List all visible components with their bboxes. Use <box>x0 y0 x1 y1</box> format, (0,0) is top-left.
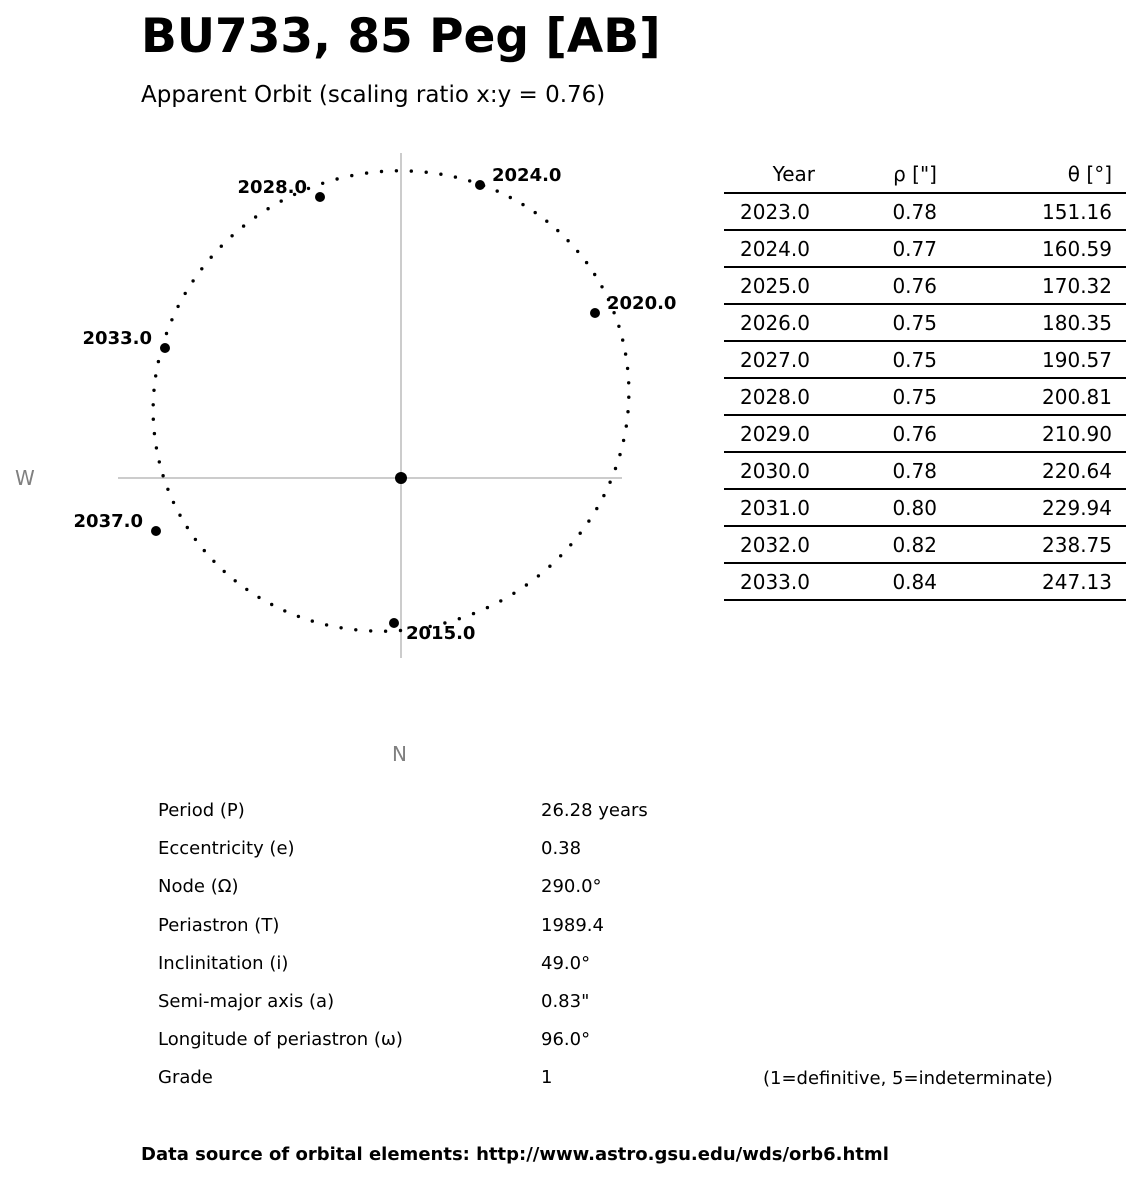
orbit-dot <box>230 234 233 237</box>
orbit-point-marker <box>475 180 485 190</box>
data-source-footer: Data source of orbital elements: http://www.astro.gsu.edu/wds/orb6.html <box>141 1144 889 1165</box>
column-header-theta: θ [°] <box>951 156 1126 193</box>
orbit-dot <box>203 549 206 552</box>
cell-rho: 0.75 <box>829 341 951 378</box>
cell-year: 2029.0 <box>724 415 829 452</box>
orbit-dot <box>223 570 226 573</box>
orbit-dot <box>521 203 524 206</box>
table-row <box>724 230 1126 267</box>
table-row <box>724 526 1126 563</box>
cell-rho: 0.82 <box>829 526 951 563</box>
table-row <box>724 452 1126 489</box>
orbit-dot <box>166 488 169 491</box>
cell-theta: 160.59 <box>951 230 1126 267</box>
orbit-dot <box>176 305 179 308</box>
orbit-dot <box>152 418 155 421</box>
orbit-dot <box>157 360 160 363</box>
orbit-dot <box>165 332 168 335</box>
table-row <box>724 378 1126 415</box>
orbit-plot <box>0 0 700 780</box>
orbit-point-label: 2028.0 <box>237 177 307 198</box>
orbit-dot <box>587 519 590 522</box>
orbit-dot <box>200 267 203 270</box>
cell-year: 2026.0 <box>724 304 829 341</box>
orbit-dot <box>170 318 173 321</box>
orbit-dot <box>425 171 428 174</box>
orbit-dot <box>395 169 398 172</box>
cell-rho: 0.78 <box>829 193 951 230</box>
element-value: 49.0° <box>541 952 591 974</box>
orbit-point-label: 2024.0 <box>492 165 562 186</box>
orbit-dot <box>559 554 562 557</box>
orbit-dot <box>534 211 537 214</box>
orbit-dot <box>614 467 617 470</box>
orbit-dot <box>369 629 372 632</box>
cell-year: 2032.0 <box>724 526 829 563</box>
orbit-point-label: 2020.0 <box>607 293 677 314</box>
element-label: Periastron (T) <box>158 914 280 936</box>
orbit-dot <box>499 599 502 602</box>
orbit-dot <box>627 381 630 384</box>
orbit-dot <box>335 177 338 180</box>
orbit-dot <box>608 481 611 484</box>
orbit-dot <box>184 292 187 295</box>
orbit-dot <box>579 532 582 535</box>
cell-theta: 180.35 <box>951 304 1126 341</box>
cell-year: 2024.0 <box>724 230 829 267</box>
orbit-dot <box>325 623 328 626</box>
orbit-dot <box>194 538 197 541</box>
element-label: Node (Ω) <box>158 876 239 898</box>
element-value: 96.0° <box>541 1029 591 1051</box>
cell-year: 2025.0 <box>724 267 829 304</box>
orbit-dot <box>354 628 357 631</box>
cell-year: 2031.0 <box>724 489 829 526</box>
element-label: Semi-major axis (a) <box>158 991 335 1012</box>
cell-theta: 238.75 <box>951 526 1126 563</box>
orbit-dot <box>186 526 189 529</box>
orbit-dot <box>257 596 260 599</box>
orbit-dot <box>254 215 257 218</box>
orbit-dot <box>472 612 475 615</box>
orbit-dot <box>266 207 269 210</box>
chart-subtitle: Apparent Orbit (scaling ratio x:y = 0.76) <box>141 82 606 108</box>
cell-year: 2027.0 <box>724 341 829 378</box>
column-header-rho: ρ ["] <box>829 156 951 193</box>
orbit-dot <box>576 250 579 253</box>
orbit-dot <box>566 239 569 242</box>
element-value: 1 <box>541 1067 553 1089</box>
orbit-dot <box>627 396 630 399</box>
orbit-dot <box>311 619 314 622</box>
orbit-dot <box>509 196 512 199</box>
cell-theta: 210.90 <box>951 415 1126 452</box>
cell-rho: 0.76 <box>829 415 951 452</box>
orbit-dot <box>595 507 598 510</box>
orbit-dot <box>468 179 471 182</box>
orbit-dot <box>191 279 194 282</box>
orbit-dot <box>545 220 548 223</box>
table-row <box>724 563 1126 600</box>
orbit-dot <box>486 606 489 609</box>
orbit-dot <box>626 367 629 370</box>
orbit-point-label: 2037.0 <box>73 511 143 532</box>
orbit-dot <box>270 603 273 606</box>
orbit-path <box>152 169 631 633</box>
element-label: Eccentricity (e) <box>158 838 295 860</box>
west-label: W <box>15 466 35 490</box>
table-row <box>724 267 1126 304</box>
orbit-dot <box>458 617 461 620</box>
cell-rho: 0.77 <box>829 230 951 267</box>
orbit-point-marker <box>151 526 161 536</box>
orbit-dot <box>512 592 515 595</box>
orbit-labeled-points <box>74 165 677 644</box>
cell-rho: 0.78 <box>829 452 951 489</box>
orbit-dot <box>617 325 620 328</box>
element-value: 1989.4 <box>541 914 604 936</box>
orbit-dot <box>158 460 161 463</box>
element-value: 0.38 <box>541 838 582 860</box>
orbit-dot <box>172 501 175 504</box>
orbit-dot <box>365 171 368 174</box>
table-row <box>724 193 1126 230</box>
cell-theta: 220.64 <box>951 452 1126 489</box>
orbit-dot <box>537 574 540 577</box>
orbit-dot <box>245 588 248 591</box>
orbit-point-marker <box>315 192 325 202</box>
orbit-dot <box>234 579 237 582</box>
table-row <box>724 489 1126 526</box>
orbit-dot <box>321 182 324 185</box>
orbit-dot <box>622 439 625 442</box>
orbit-dot <box>380 170 383 173</box>
ephemeris-table <box>724 156 1126 601</box>
cell-rho: 0.76 <box>829 267 951 304</box>
orbit-dot <box>618 453 621 456</box>
orbit-point-marker <box>590 308 600 318</box>
orbit-dot <box>585 261 588 264</box>
element-value: 290.0° <box>541 876 602 898</box>
element-label: Longitude of periastron (ω) <box>158 1029 403 1051</box>
element-label: Inclinitation (i) <box>158 952 289 974</box>
cell-year: 2028.0 <box>724 378 829 415</box>
orbit-dot <box>625 424 628 427</box>
cell-rho: 0.75 <box>829 304 951 341</box>
orbit-dot <box>220 245 223 248</box>
cell-theta: 229.94 <box>951 489 1126 526</box>
orbit-dot <box>569 543 572 546</box>
orbit-dot <box>624 352 627 355</box>
orbit-dot <box>439 173 442 176</box>
orbit-dot <box>212 560 215 563</box>
orbit-dot <box>210 256 213 259</box>
orbit-dot <box>525 583 528 586</box>
orbit-dot <box>307 187 310 190</box>
cell-rho: 0.80 <box>829 489 951 526</box>
table-row <box>724 341 1126 378</box>
cell-year: 2033.0 <box>724 563 829 600</box>
orbit-dot <box>384 630 387 633</box>
orbit-dot <box>399 629 402 632</box>
cell-theta: 190.57 <box>951 341 1126 378</box>
north-label: N <box>392 742 407 766</box>
grade-note: (1=definitive, 5=indeterminate) <box>763 1068 1053 1089</box>
orbit-point-label: 2033.0 <box>82 328 152 349</box>
orbit-dot <box>152 389 155 392</box>
orbit-dot <box>602 494 605 497</box>
cell-theta: 200.81 <box>951 378 1126 415</box>
orbit-dot <box>410 169 413 172</box>
orbit-dot <box>626 410 629 413</box>
orbit-dot <box>548 565 551 568</box>
orbit-dot <box>350 174 353 177</box>
table-row <box>724 415 1126 452</box>
orbit-dot <box>339 626 342 629</box>
orbit-dot <box>280 199 283 202</box>
cell-theta: 151.16 <box>951 193 1126 230</box>
primary-star-marker <box>395 472 407 484</box>
orbit-dot <box>556 229 559 232</box>
table-header-row <box>724 156 1126 193</box>
orbit-dot <box>153 432 156 435</box>
orbit-dot <box>600 285 603 288</box>
orbit-dot <box>496 189 499 192</box>
orbit-dot <box>152 403 155 406</box>
element-value: 0.83" <box>541 991 590 1012</box>
element-label: Grade <box>158 1067 213 1089</box>
cell-theta: 170.32 <box>951 267 1126 304</box>
orbit-point-marker <box>389 618 399 628</box>
orbit-point-label: 2015.0 <box>406 623 476 644</box>
cell-rho: 0.75 <box>829 378 951 415</box>
orbit-dot <box>161 474 164 477</box>
cell-year: 2030.0 <box>724 452 829 489</box>
orbit-dot <box>178 514 181 517</box>
page-title: BU733, 85 Peg [AB] <box>141 9 661 64</box>
cell-rho: 0.84 <box>829 563 951 600</box>
orbit-dot <box>242 224 245 227</box>
orbit-dot <box>621 338 624 341</box>
table-row <box>724 304 1126 341</box>
column-header-year: Year <box>724 156 829 193</box>
element-value: 26.28 years <box>541 800 648 821</box>
orbit-dot <box>283 609 286 612</box>
orbit-point-marker <box>160 343 170 353</box>
element-label: Period (P) <box>158 800 245 821</box>
orbit-dot <box>154 374 157 377</box>
cell-theta: 247.13 <box>951 563 1126 600</box>
orbit-dot <box>155 446 158 449</box>
orbit-dot <box>593 273 596 276</box>
orbit-dot <box>454 175 457 178</box>
orbit-dot <box>297 615 300 618</box>
cell-year: 2023.0 <box>724 193 829 230</box>
